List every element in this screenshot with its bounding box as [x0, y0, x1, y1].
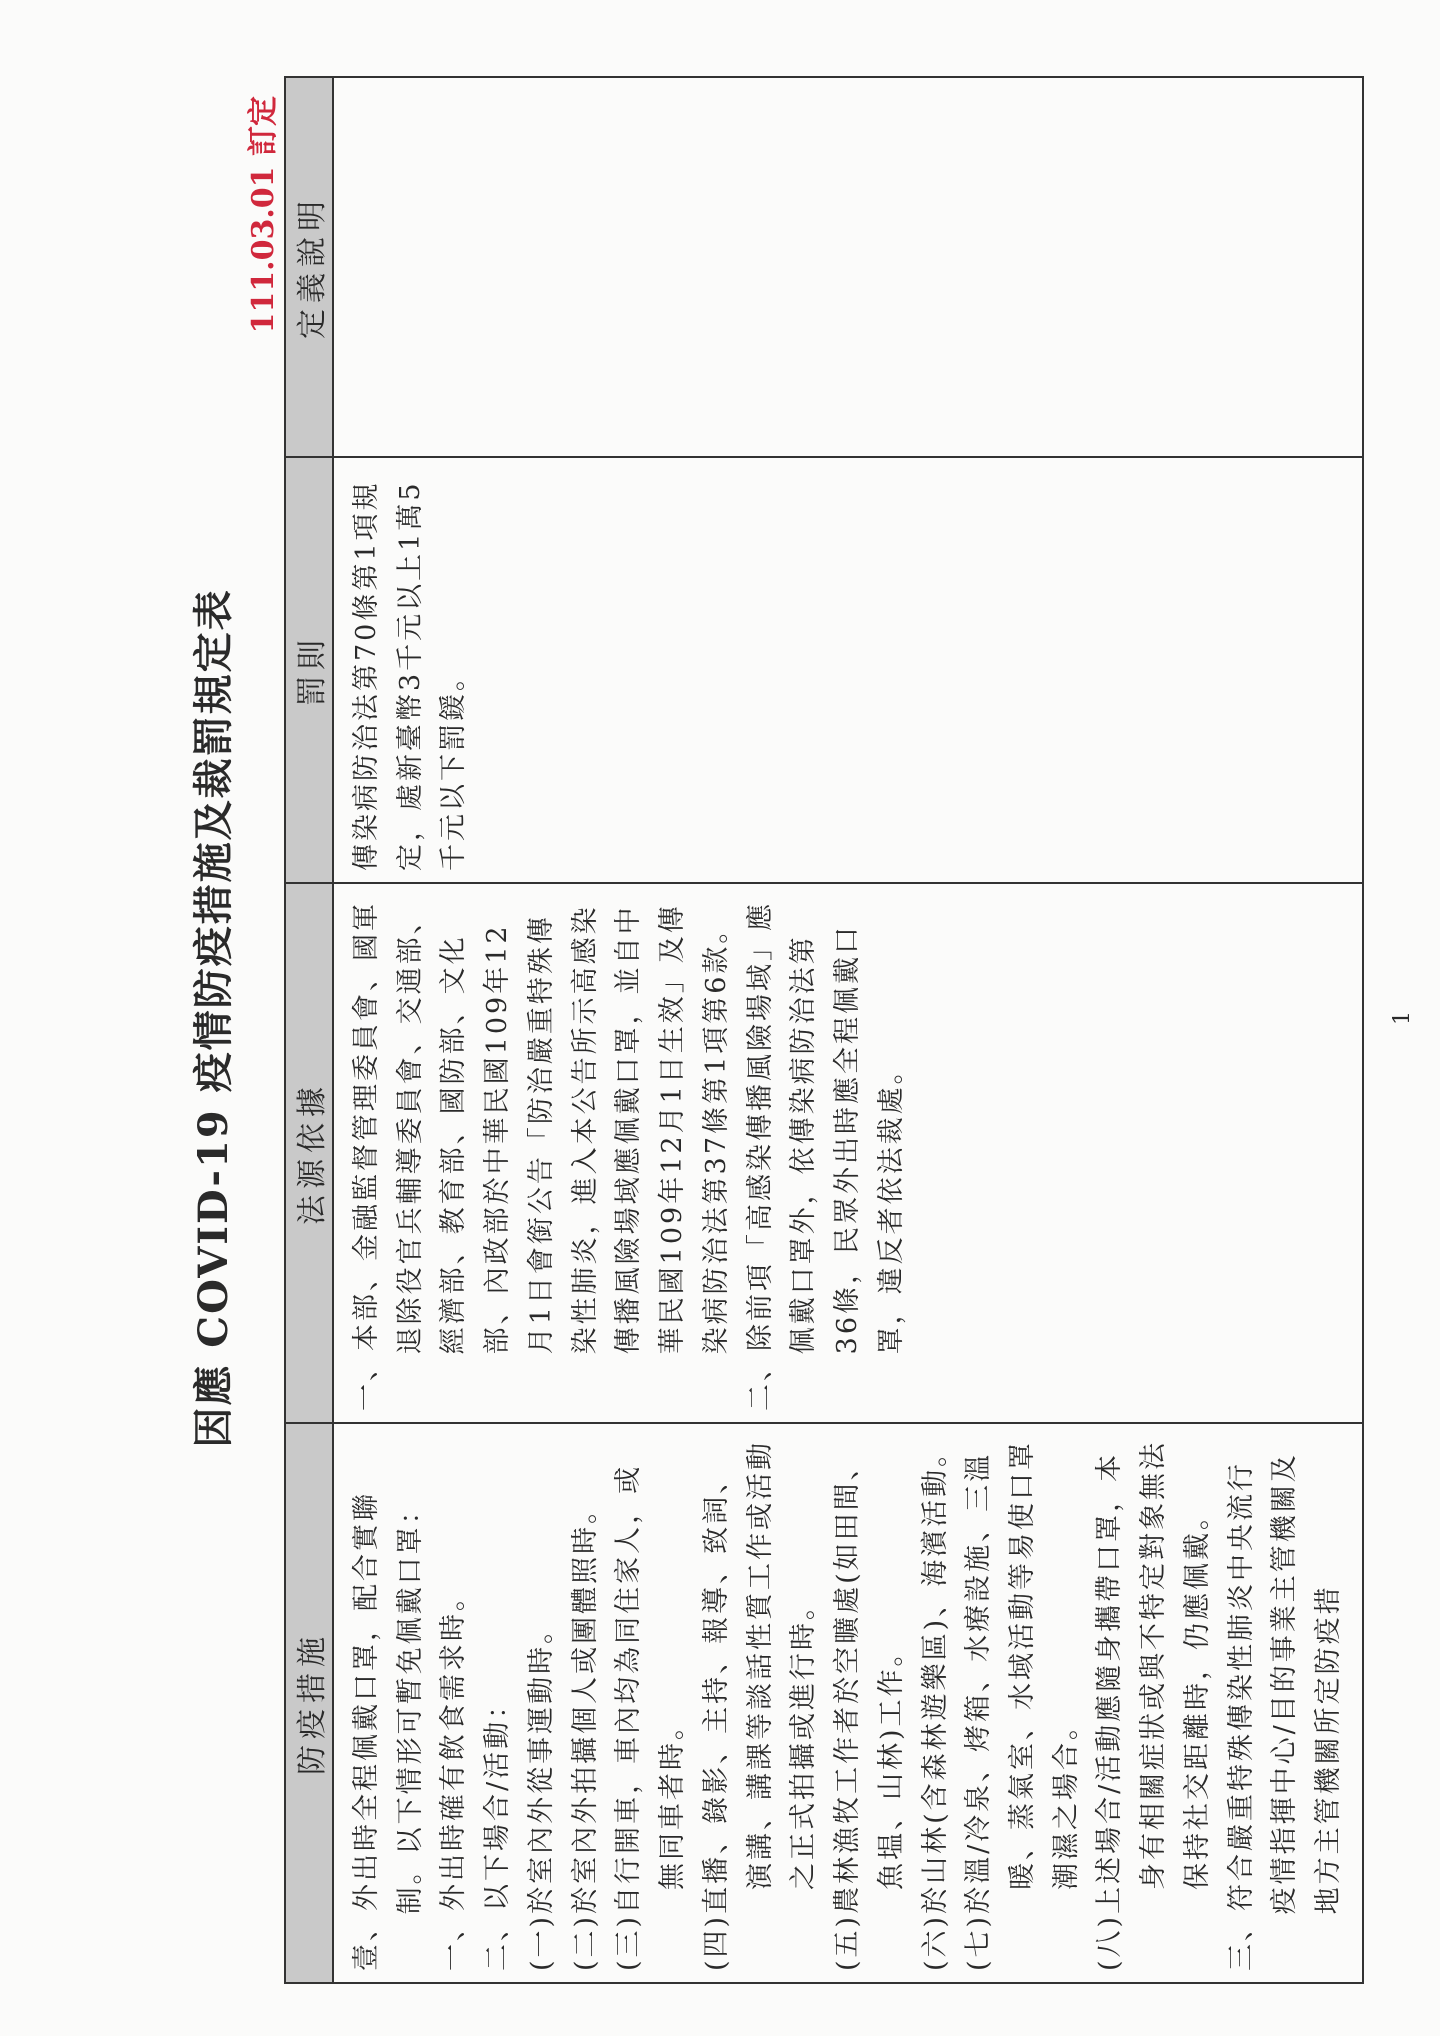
measure-item: 二、以下場合/活動： — [482, 1688, 514, 1971]
header-measures: 防疫措施 — [285, 1423, 333, 1983]
header-penalty: 罰則 — [285, 457, 333, 883]
measure-item: (三)自行開車，車內均為同住家人，或無同車者時。 — [613, 1463, 689, 1971]
regulation-table — [284, 76, 1364, 1984]
legal-basis-item: 一、本部、金融監督管理委員會、國軍退除役官兵輔導委員會、交通部、經濟部、教育部、國防部、文化部、內政部於中華民國109年12月1日會銜公告「防治嚴重特殊傳染性肺炎，進入本公告所示高感染傳播風險場域應佩戴口罩，並自中華民國109年12月1日生效」及傳染病防治法第37條第1項第6款。 — [351, 901, 732, 1411]
measure-item: (七)於溫/冷泉、烤箱、水療設施、三溫暖、蒸氣室、水域活動等易使口罩潮濕之場合。 — [963, 1440, 1082, 1971]
measure-item: (二)於室內外拍攝個人或團體照時。 — [569, 1493, 601, 1971]
table-row — [333, 77, 1363, 1983]
measure-item: (八)上述場合/活動應隨身攜帶口罩，本身有相關症狀或與不特定對象無法保持社交距離時，仍應佩戴。 — [1094, 1440, 1213, 1971]
legal-basis-item: 二、除前項「高感染傳播風險場域」應佩戴口罩外，依傳染病防治法第36條，民眾外出時應全程佩戴口罩，違反者依法裁處。 — [744, 901, 907, 1411]
measures-cell — [333, 1423, 1363, 1983]
measure-item: 一、外出時確有飲食需求時。 — [438, 1581, 470, 1971]
penalty-cell — [333, 457, 1363, 883]
measure-item: 壹、外出時全程佩戴口罩，配合實聯制。以下情形可暫免佩戴口罩： — [351, 1491, 426, 1971]
header-row — [285, 77, 333, 1983]
page-number: 1 — [1390, 1011, 1415, 1025]
header-legal-basis: 法源依據 — [285, 883, 333, 1423]
definition-cell — [333, 77, 1363, 457]
measure-item: (四)直播、錄影、主持、報導、致詞、演講、講課等談話性質工作或活動之正式拍攝或進行時。 — [700, 1440, 820, 1971]
measure-item: (六)於山林(含森林遊樂區)、海濱活動。 — [919, 1436, 951, 1971]
legal-basis-cell — [333, 883, 1363, 1423]
penalty-text: 傳染病防治法第70條第1項規定，處新臺幣3千元以上1萬5千元以下罰鍰。 — [351, 480, 470, 871]
revision-date: 111.03.01 訂定 — [246, 96, 281, 334]
measure-item: 三、符合嚴重特殊傳染性肺炎中央流行疫情指揮中心/目的事業主管機關及地方主管機關所定防疫措 — [1225, 1452, 1345, 1971]
header-definition: 定義說明 — [285, 77, 333, 457]
document-title: 因應 COVID-19 疫情防疫措施及裁罰規定表 — [190, 588, 237, 1448]
measure-item: (五)農林漁牧工作者於空曠處(如田間、魚塭、山林)工作。 — [832, 1450, 907, 1971]
measure-item: (一)於室內外從事運動時。 — [525, 1613, 557, 1971]
